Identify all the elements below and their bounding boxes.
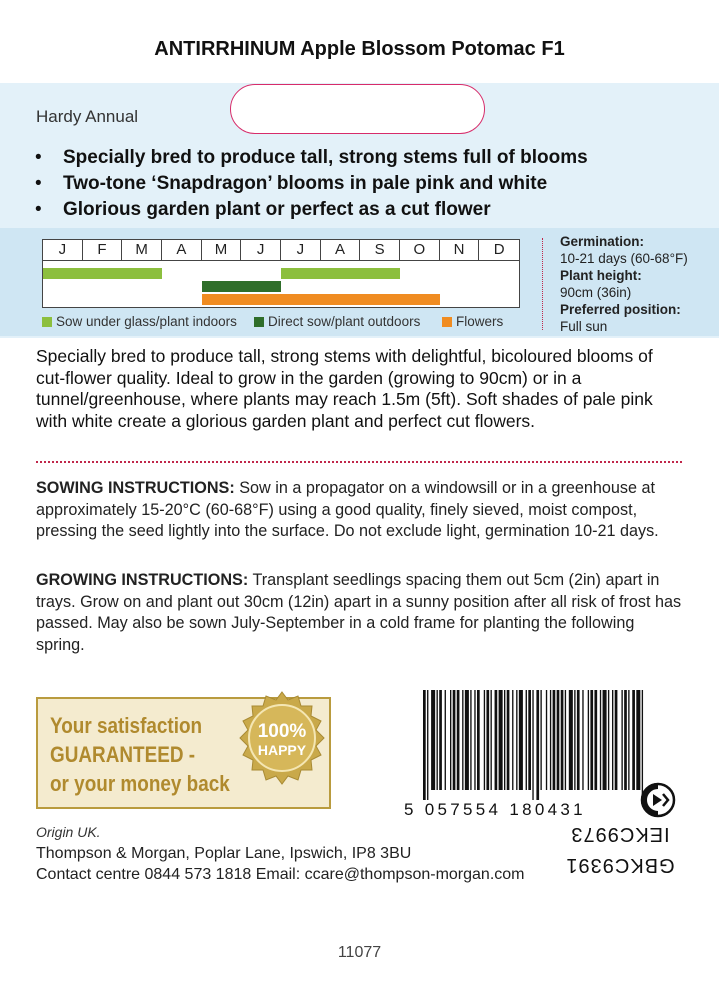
calendar-month: A [162,240,202,260]
barcode-bar [582,690,583,790]
description: Specially bred to produce tall, strong stems with delightful, bicoloured blooms of cut-flower quality. Ideal to grow in the garden (growing to 90cm) or in a tunnel/greenhouse, where plants may reach 1.5m (5ft). Soft shades of pale pink with white create a glorious garden plant and perfect cut flowers. [36,346,653,431]
product-title: ANTIRRHINUM Apple Blossom Potomac F1 [154,38,565,60]
seal-bottom-text: HAPPY [257,742,307,758]
guarantee-line-3: or your money back [50,771,230,796]
calendar-month: A [321,240,361,260]
calendar-month: S [360,240,400,260]
calendar-month: J [281,240,321,260]
green-dot-recycle-icon [640,782,676,818]
barcode-bar [519,690,523,790]
barcode-bar [590,690,593,790]
barcode-bar [612,690,613,790]
barcode-bar [540,690,541,790]
bullet-dot: • [35,199,42,220]
bullet-item [35,173,547,195]
sow-bar [281,268,400,279]
legend-swatch-direct [254,317,264,327]
barcode-bar [431,690,435,790]
barcode-bar [557,690,560,790]
seal-top-text: 100% [257,721,307,742]
growing-heading: GROWING INSTRUCTIONS: [36,571,249,589]
contact-details: Contact centre 0844 573 1818 Email: ccare@thompson-morgan.com [36,866,525,883]
barcode-bar [624,690,627,790]
position-label: Preferred position: [560,302,681,317]
barcode-bar [546,690,547,790]
barcode-bar [532,690,533,800]
type-label: Hardy Annual [36,107,139,126]
barcode-bar [516,690,517,790]
barcode-bar [486,690,489,790]
barcode-bar [577,690,580,790]
origin: Origin UK. [36,824,101,840]
calendar-month: J [241,240,281,260]
barcode-bar [465,690,469,790]
legend-direct [254,314,420,329]
dotted-separator [36,461,682,463]
barcode-bar [507,690,510,790]
mirror-code-1: IEKC9973 [570,823,670,845]
barcode-bar [495,690,498,790]
growing-text: Transplant seedlings spacing them out 5cm (2in) apart in trays. Grow on and plant out 30cm (12in) apart in a sunny position after all risk of frost has passed. May also be sown July-September in a cold frame for planting the following spring. [36,571,682,654]
info-divider [542,238,543,330]
barcode-bar [462,690,463,790]
germination-value: 10-21 days (60-68°F) [560,251,688,266]
barcode-bar [608,690,609,790]
direct-sow-bar [202,281,281,292]
mirror-code-2: GBKC9391 [565,854,675,876]
calendar-month: N [440,240,480,260]
height-label: Plant height: [560,268,642,283]
barcode-bar [594,690,597,790]
barcode-bar [550,690,551,790]
barcode-bar [574,690,575,790]
barcode-bar [474,690,475,790]
bullet-text: Specially bred to produce tall, strong stems full of blooms [63,147,588,168]
barcode-bar [636,690,640,790]
legend-sow-label: Sow under glass/plant indoors [56,314,237,329]
calendar-month: F [83,240,123,260]
barcode-bar [457,690,460,790]
bullet-item [35,199,491,221]
sowing-text: Sow in a propagator on a windowsill or in a greenhouse at approximately 15-20°C (60-68°F) using a good quality, finely sieved, moist compost, pressing the seed lightly into the surface. Do not exclude light, germination 10-21 days. [36,479,659,540]
barcode-icon [421,690,645,800]
legend-flowers-label: Flowers [456,314,504,329]
sowing-instructions [36,478,686,543]
bullet-dot: • [35,147,42,168]
growing-instructions [36,570,686,656]
calendar-month: O [400,240,440,260]
barcode-bar [450,690,451,790]
happy-seal-icon [232,688,332,788]
barcode-bar [427,690,428,800]
barcode-bar [536,690,539,800]
barcode-number: 5 057554 180431 [404,800,586,819]
flowers-bar [202,294,440,305]
barcode-bar [499,690,503,790]
barcode-bar [512,690,513,790]
product-code: 11077 [337,944,382,961]
company-address: Thompson & Morgan, Poplar Lane, Ipswich, IP8 3BU [36,845,412,862]
barcode-bar [445,690,446,790]
barcode-bar [553,690,556,790]
barcode-bar [470,690,471,790]
barcode-bar [603,690,607,790]
barcode-bar [504,690,505,790]
barcode-bar [621,690,622,790]
calendar-divider [43,260,519,261]
calendar-month: D [493,241,505,258]
legend-sow [42,314,237,329]
barcode-bar [528,690,531,790]
barcode-bar [453,690,456,790]
legend-swatch-sow [42,317,52,327]
label-oval [230,84,485,134]
barcode-bar [588,690,589,790]
calendar-month: M [122,240,162,260]
barcode-bar [615,690,618,790]
calendar-month: M [202,240,242,260]
legend-direct-label: Direct sow/plant outdoors [268,314,421,329]
barcode-bar [600,690,601,790]
barcode-bar [526,690,527,790]
barcode-bar [477,690,480,790]
position-value: Full sun [560,319,608,334]
height-value: 90cm (36in) [560,285,632,300]
germination-label: Germination: [560,234,645,249]
sowing-calendar [42,239,520,308]
barcode-bar [565,690,566,790]
bullet-text: Glorious garden plant or perfect as a cut flower [63,199,491,220]
barcode-bar [484,690,485,790]
guarantee-line-2: GUARANTEED - [50,742,196,767]
barcode-bar [491,690,492,790]
legend-flowers [442,314,503,329]
barcode-bar [423,690,426,800]
bullet-item [35,147,588,169]
bullet-text: Two-tone ‘Snapdragon’ blooms in pale pink and white [63,173,548,194]
bullet-dot: • [35,173,42,194]
barcode-bar [439,690,442,790]
barcode-bar [561,690,564,790]
barcode-bar [632,690,635,790]
barcode-bar [628,690,629,790]
sowing-heading: SOWING INSTRUCTIONS: [36,479,235,497]
sow-bar [43,268,162,279]
barcode-bar [569,690,573,790]
legend-swatch-flowers [442,317,452,327]
guarantee-line-1: Your satisfaction [50,713,203,738]
calendar-month: J [43,240,83,260]
barcode-bar [437,690,438,790]
